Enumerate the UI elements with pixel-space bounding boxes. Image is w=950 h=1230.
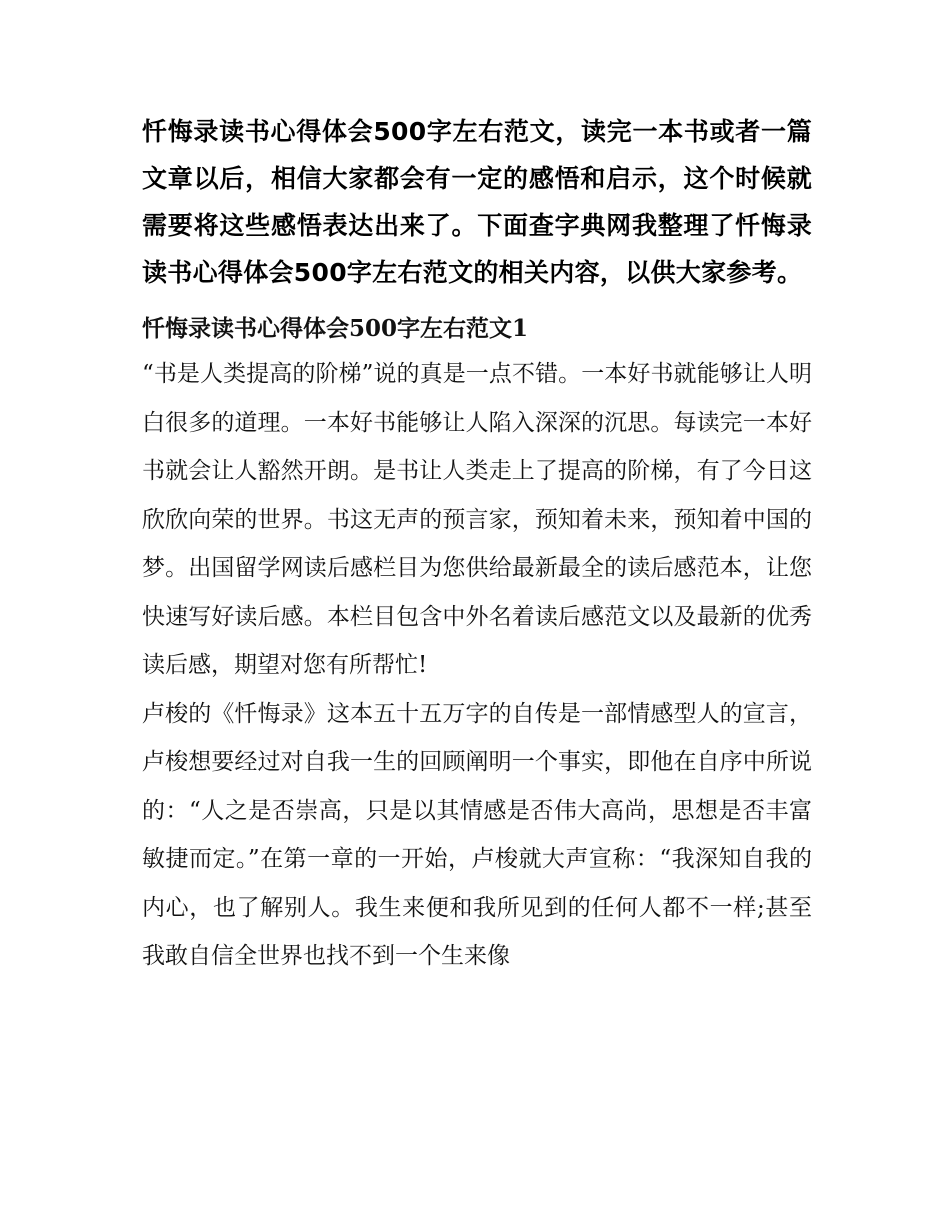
intro-paragraph: 忏悔录读书心得体会500字左右范文，读完一本书或者一篇文章以后，相信大家都会有一定的感悟和启示，这个时候就需要将这些感悟表达出来了。下面查字典网我整理了忏悔录读书心得体会500字左右范文的相关内容，以供大家参考。 — [142, 117, 812, 287]
section-title: 忏悔录读书心得体会500字左右范文1 — [142, 315, 529, 342]
body-paragraph-1: “书是人类提高的阶梯”说的真是一点不错。一本好书就能够让人明白很多的道理。一本好书能够让人陷入深深的沉思。每读完一本好书就会让人豁然开朗。是书让人类走上了提高的阶梯，有了今日这欣欣向荣的世界。书这无声的预言家，预知着未来，预知着中国的梦。出国留学网读后感栏目为您供给最新最全的读后感范本，让您快速写好读后感。本栏目包含中外名着读后感范文以及最新的优秀读后感，期望对您有所帮忙! — [142, 361, 812, 678]
body-paragraph-2: 卢梭的《忏悔录》这本五十五万字的自传是一部情感型人的宣言，卢梭想要经过对自我一生的回顾阐明一个事实，即他在自序中所说的：“人之是否崇高，只是以其情感是否伟大高尚，思想是否丰富敏捷而定。”在第一章的一开始，卢梭就大声宣称：“我深知自我的内心，也了解别人。我生来便和我所见到的任何人都不一样;甚至我敢自信全世界也找不到一个生来像 — [142, 700, 812, 969]
document-body — [142, 108, 812, 981]
